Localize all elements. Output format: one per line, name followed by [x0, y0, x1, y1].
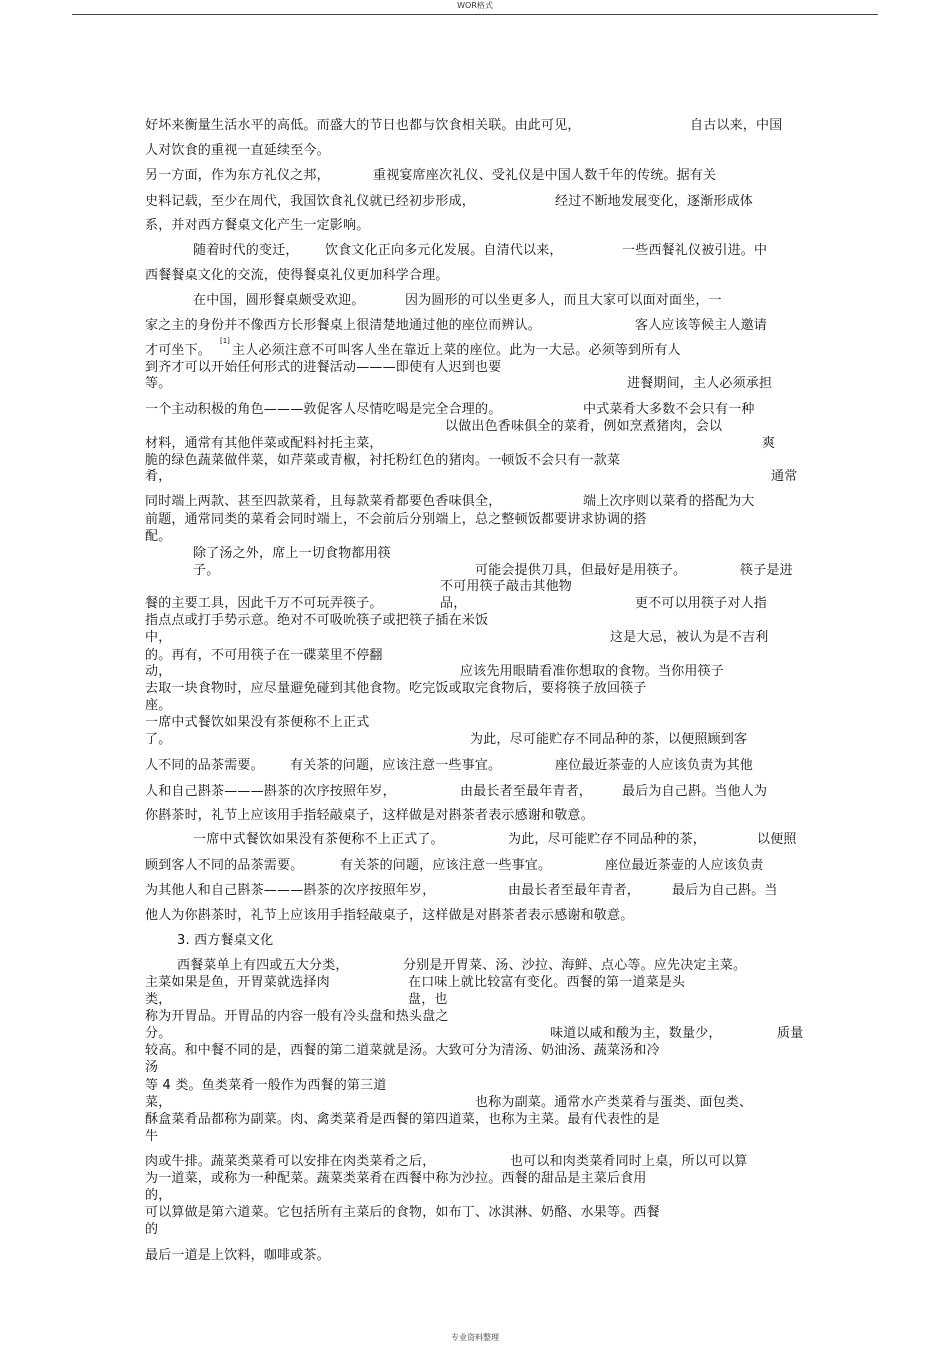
text-line: 顾到客人不同的品茶需要。 — [145, 858, 304, 873]
text-line: 脆的绿色蔬菜做伴菜，如芹菜或青椒，衬托粉红色的猪肉。一顿饭不会只有一款菜 — [145, 453, 621, 468]
text-line: 到齐才可以开始任何形式的进餐活动———即使有人迟到也要 — [145, 360, 502, 375]
text-line: 中式菜肴大多数不会只有一种 — [583, 402, 755, 417]
text-line: 中， — [145, 630, 172, 645]
text-line: 除了汤之外，席上一切食物都用筷 — [193, 546, 392, 561]
text-line: 的， — [145, 1188, 172, 1203]
text-line: 一些西餐礼仪被引进。中 — [622, 243, 768, 258]
text-line: 自古以来，中国 — [690, 118, 783, 133]
text-line: 称为开胃品。开胃品的内容一般有冷头盘和热头盘之 — [145, 1009, 449, 1024]
text-line: 人对饮食的重视一直延续至今。 — [145, 143, 330, 158]
text-line: 品， — [440, 596, 467, 611]
text-line: 指点点或打手势示意。绝对不可吸吮筷子或把筷子插在米饭 — [145, 613, 489, 628]
text-line: 他人为你斟茶时，礼节上应该用手指轻敲桌子，这样做是对斟茶者表示感谢和敬意。 — [145, 908, 634, 923]
text-line: 另一方面，作为东方礼仪之邦， — [145, 168, 330, 183]
text-line: 味道以咸和酸为主，数量少， — [550, 1026, 722, 1041]
text-line: 随着时代的变迁， — [193, 243, 299, 258]
page-footer: 专业资料整理 — [451, 1333, 499, 1342]
text-line: 材料，通常有其他伴菜或配料衬托主菜， — [145, 436, 383, 451]
text-line: 同时端上两款、甚至四款菜肴，且每款菜肴都要色香味俱全， — [145, 494, 502, 509]
text-line: 好坏来衡量生活水平的高低。而盛大的节日也都与饮食相关联。由此可见， — [145, 118, 581, 133]
text-line: 的。再有，不可用筷子在一碟菜里不停翻 — [145, 648, 383, 663]
text-line: 去取一块食物时，应尽量避免碰到其他食物。吃完饭或取完食物后，要将筷子放回筷子 — [145, 681, 647, 696]
text-line: 较高。和中餐不同的是，西餐的第二道菜就是汤。大致可分为清汤、奶油汤、蔬菜汤和冷 — [145, 1043, 660, 1058]
text-line: 最后为自己斟。当 — [672, 883, 778, 898]
text-line: 不可用筷子敲击其他物 — [440, 579, 573, 594]
text-line: 在口味上就比较富有变化。西餐的第一道菜是头 — [408, 975, 686, 990]
text-line: 在中国，圆形餐桌颇受欢迎。 — [193, 293, 365, 308]
text-line: 主菜如果是鱼，开胃菜就选择肉 — [145, 975, 330, 990]
text-line: 以做出色香味俱全的菜肴，例如烹煮猪肉，会以 — [445, 419, 723, 434]
text-line: 为一道菜，或称为一种配菜。蔬菜类菜肴在西餐中称为沙拉。西餐的甜品是主菜后食用 — [145, 1171, 647, 1186]
text-line: 重视宴席座次礼仪、受礼仪是中国人数千年的传统。据有关 — [373, 168, 717, 183]
text-line: 由最长者至最年青者， — [460, 784, 593, 799]
text-line: 座位最近茶壶的人应该负责 — [605, 858, 764, 873]
text-line: 更不可以用筷子对人指 — [635, 596, 768, 611]
text-line: 西餐菜单上有四或五大分类， — [177, 958, 349, 973]
text-line: 盘，也 — [408, 992, 448, 1007]
text-line: 端上次序则以菜肴的搭配为大 — [583, 494, 755, 509]
text-line: 一个主动积极的角色———敦促客人尽情吃喝是完全合理的。 — [145, 402, 502, 417]
page-header: WOR格式 — [457, 1, 493, 10]
text-line: 饮食文化正向多元化发展。自清代以来， — [325, 243, 563, 258]
text-line: 的 — [145, 1222, 159, 1237]
document-body: 好坏来衡量生活水平的高低。而盛大的节日也都与饮食相关联。由此可见， 自古以来，中国 人对饮食的重视一直延续至今。 另一方面，作为东方礼仪之邦， 重视宴席座次礼仪、受礼仪是中国人数千年的传统。据有关 史料记载，至少在周代，我国饮食礼仪就已经初步形成， 经过不断地发展变化，逐渐形成体 系，并对西方餐桌文化产生一定影响。 随着时代的变迁， 饮食文化正向多元化发展。自清代以来， 一些西餐礼仪被引进。中 西餐餐桌文化的交流，使得餐桌礼仪更加科学合理。 在中国，圆形餐桌颇受欢迎。 因为圆形的可以坐更多人，而且大家可以面对面坐，一 家之主的身份并不像西方长形餐桌上很清楚地通过他的座位而辨认。 客人应该等候主人邀请 才可坐下。 [1] 主人必须注意不可叫客人坐在靠近上菜的座位。此为一大忌。必须等到所有人 到齐才可以开始任何形式的进餐活动———即使有人迟到也要 等。 进餐期间，主人必须承担 一个主动积极的角色———敦促客人尽情吃喝是完全合理的。 中式菜肴大多数不会只有一种 以做出色香味俱全的菜肴，例如烹煮猪肉，会以 材料，通常有其他伴菜或配料衬托主菜， 爽 脆的绿色蔬菜做伴菜，如芹菜或青椒，衬托粉红色的猪肉。一顿饭不会只有一款菜 肴， 通常 同时端上两款、甚至四款菜肴，且每款菜肴都要色香味俱全， 端上次序则以菜肴的搭配为大 前题，通常同类的菜肴会同时端上，不会前后分别端上，总之整顿饭都要讲求协调的搭 配。 除了汤之外，席上一切食物都用筷 子。 可能会提供刀具，但最好是用筷子。 筷子是进 不可用筷子敲击其他物 餐的主要工具，因此千万不可玩弄筷子。 品， 更不可以用筷子对人指 指点点或打手势示意。绝对不可吸吮筷子或把筷子插在米饭 中， 这是大忌，被认为是不吉利 的。再有，不可用筷子在一碟菜里不停翻 动， 应该先用眼睛看准你想取的食物。当你用筷子 去取一块食物时，应尽量避免碰到其他食物。吃完饭或取完食物后，要将筷子放回筷子 座。 一席中式餐饮如果没有茶便称不上正式 了。 为此，尽可能贮存不同品种的茶，以便照顾到客 人不同的品茶需要。 有关茶的问题，应该注意一些事宜。 座位最近茶壶的人应该负责为其他 人和自己斟茶———斟茶的次序按照年岁， 由最长者至最年青者， 最后为自己斟。当他人为 你斟茶时，礼节上应该用手指轻敲桌子，这样做是对斟茶者表示感谢和敬意。 一席中式餐饮如果没有茶便称不上正式了。 为此，尽可能贮存不同品种的茶， 以便照 顾到客人不同的品茶需要。 有关茶的问题，应该注意一些事宜。 座位最近茶壶的人应该负责 为其他人和自己斟茶———斟茶的次序按照年岁， 由最长者至最年青者， 最后为自己斟。当 他人为你斟茶时，礼节上应该用手指轻敲桌子，这样做是对斟茶者表示感谢和敬意。 3. 西方餐桌文化 西餐菜单上有四或五大分类， 分别是开胃菜、汤、沙拉、海鲜、点心等。应先决定主菜。 主菜如果是鱼，开胃菜就选择肉 在口味上就比较富有变化。西餐的第一道菜是头 类， 盘，也 称为开胃品。开胃品的内容一般有冷头盘和热头盘之 分。 味道以咸和酸为主，数量少， 质量 较高。和中餐不同的是，西餐的第二道菜就是汤。大致可分为清汤、奶油汤、蔬菜汤和冷 汤 等 4 类。鱼类菜肴一般作为西餐的第三道 菜， 也称为副菜。通常水产类菜肴与蛋类、面包类、 酥盒菜肴品都称为副菜。肉、禽类菜肴是西餐的第四道菜，也称为主菜。最有代表性的是 牛 肉或牛排。蔬菜类菜肴可以安排在肉类菜肴之后， 也可以和肉类菜肴同时上桌，所以可以算 为一道菜，或称为一种配菜。蔬菜类菜肴在西餐中称为沙拉。西餐的甜品是主菜后食用 的， 可以算做是第六道菜。它包括所有主菜后的食物，如布丁、冰淇淋、奶酪、水果等。西餐 的 最后一道是上饮料，咖啡或茶。 — [145, 118, 804, 1263]
text-line: 可能会提供刀具，但最好是用筷子。 — [475, 563, 687, 578]
text-line: 筷子是进 — [740, 563, 793, 578]
text-line: 肴， — [145, 469, 172, 484]
text-line: 为此，尽可能贮存不同品种的茶， — [508, 832, 707, 847]
text-line: 质量 — [777, 1026, 804, 1041]
text-line: 应该先用眼睛看准你想取的食物。当你用筷子 — [460, 664, 725, 679]
text-line: 子。 — [193, 563, 220, 578]
text-line: 牛 — [145, 1129, 159, 1144]
text-line: 也可以和肉类菜肴同时上桌，所以可以算 — [510, 1154, 748, 1169]
text-line: 家之主的身份并不像西方长形餐桌上很清楚地通过他的座位而辨认。 — [145, 318, 542, 333]
text-line: 通常 — [771, 469, 798, 484]
text-line: 了。 — [145, 732, 172, 747]
text-line: 等 4 类。鱼类菜肴一般作为西餐的第三道 — [145, 1078, 387, 1093]
text-line: 系，并对西方餐桌文化产生一定影响。 — [145, 218, 370, 233]
text-line: 爽 — [762, 436, 776, 451]
text-line: 最后为自己斟。当他人为 — [622, 784, 768, 799]
text-line: 最后一道是上饮料，咖啡或茶。 — [145, 1248, 330, 1263]
text-line: 西餐餐桌文化的交流，使得餐桌礼仪更加科学合理。 — [145, 268, 449, 283]
text-line: 可以算做是第六道菜。它包括所有主菜后的食物，如布丁、冰淇淋、奶酪、水果等。西餐 — [145, 1205, 660, 1220]
text-line: 也称为副菜。通常水产类菜肴与蛋类、面包类、 — [475, 1095, 753, 1110]
text-line: 酥盒菜肴品都称为副菜。肉、禽类菜肴是西餐的第四道菜，也称为主菜。最有代表性的是 — [145, 1112, 660, 1127]
text-line: 这是大忌，被认为是不吉利 — [610, 630, 769, 645]
text-line: 有关茶的问题，应该注意一些事宜。 — [290, 758, 502, 773]
text-line: 一席中式餐饮如果没有茶便称不上正式 — [145, 715, 370, 730]
text-line: 为其他人和自己斟茶———斟茶的次序按照年岁， — [145, 883, 436, 898]
text-line: 才可坐下。 — [145, 343, 212, 358]
text-line: 前题，通常同类的菜肴会同时端上，不会前后分别端上，总之整顿饭都要讲求协调的搭 — [145, 512, 647, 527]
text-line: 进餐期间，主人必须承担 — [627, 376, 773, 391]
text-line: 菜， — [145, 1095, 172, 1110]
text-line: 类， — [145, 992, 172, 1007]
text-line: 等。 — [145, 376, 172, 391]
text-line: 你斟茶时，礼节上应该用手指轻敲桌子，这样做是对斟茶者表示感谢和敬意。 — [145, 808, 594, 823]
text-line: 史料记载，至少在周代，我国饮食礼仪就已经初步形成， — [145, 194, 476, 209]
text-line: 以便照 — [757, 832, 797, 847]
text-line: 3. 西方餐桌文化 — [177, 933, 274, 948]
text-line: 肉或牛排。蔬菜类菜肴可以安排在肉类菜肴之后， — [145, 1154, 436, 1169]
text-line: 分别是开胃菜、汤、沙拉、海鲜、点心等。应先决定主菜。 — [403, 958, 747, 973]
text-line: 有关茶的问题，应该注意一些事宜。 — [340, 858, 552, 873]
text-line: 汤 — [145, 1060, 159, 1075]
text-line: 座位最近茶壶的人应该负责为其他 — [555, 758, 754, 773]
text-line: 一席中式餐饮如果没有茶便称不上正式了。 — [193, 832, 444, 847]
text-line: 动， — [145, 664, 172, 679]
text-line: 配。 — [145, 529, 172, 544]
text-line: 经过不断地发展变化，逐渐形成体 — [555, 194, 754, 209]
text-line: 由最长者至最年青者， — [508, 883, 641, 898]
text-line: 为此，尽可能贮存不同品种的茶，以便照顾到客 — [470, 732, 748, 747]
text-line: 因为圆形的可以坐更多人，而且大家可以面对面坐，一 — [405, 293, 722, 308]
text-line: 客人应该等候主人邀请 — [635, 318, 768, 333]
text-line: 分。 — [145, 1026, 172, 1041]
text-line: 座。 — [145, 698, 172, 713]
text-line: 人不同的品茶需要。 — [145, 758, 264, 773]
text-line: 人和自己斟茶———斟茶的次序按照年岁， — [145, 784, 396, 799]
text-line: 餐的主要工具，因此千万不可玩弄筷子。 — [145, 596, 383, 611]
text-line: 主人必须注意不可叫客人坐在靠近上菜的座位。此为一大忌。必须等到所有人 — [232, 343, 681, 358]
